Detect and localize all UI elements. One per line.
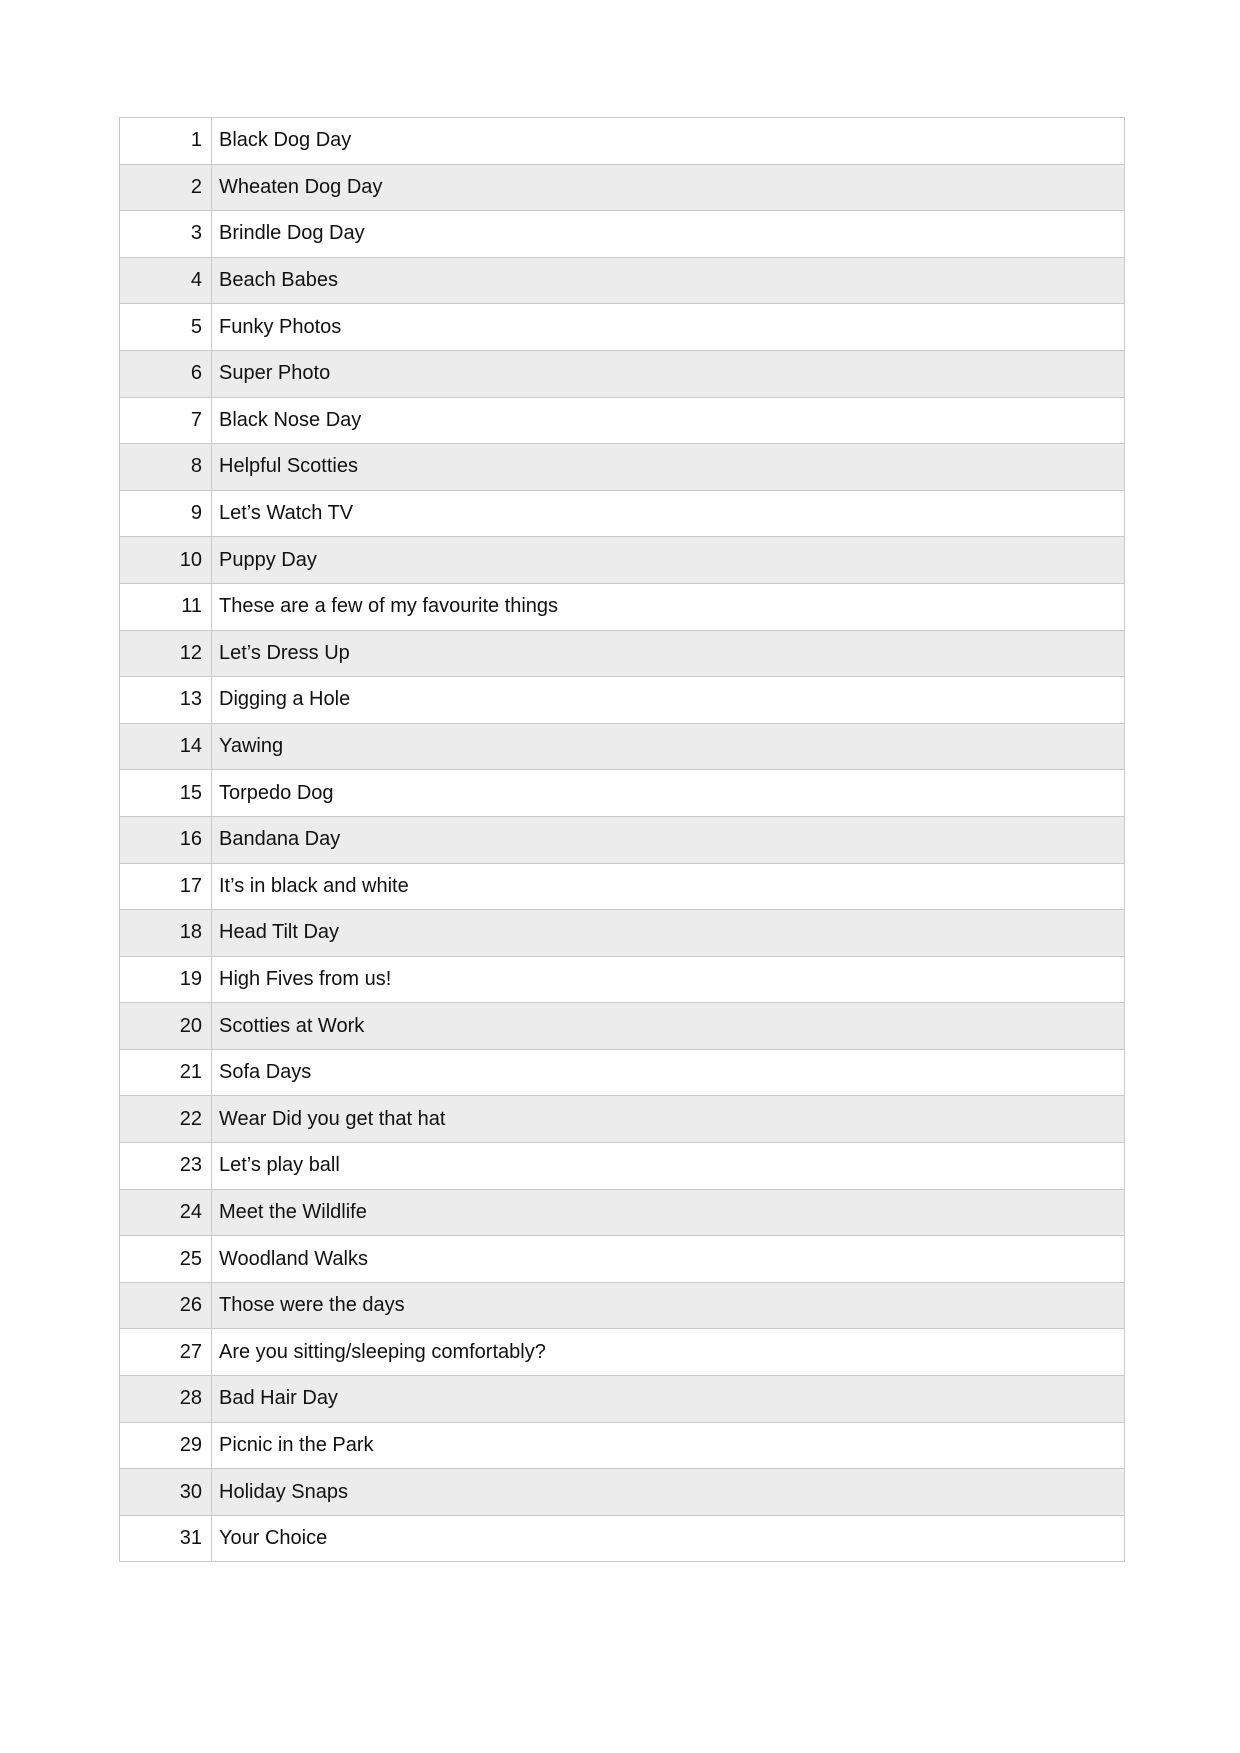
table-row <box>120 724 1124 771</box>
row-number: 5 <box>120 304 212 350</box>
row-title: Are you sitting/sleeping comfortably? <box>219 1340 546 1363</box>
row-number: 24 <box>120 1190 212 1236</box>
row-title: Yawing <box>219 735 284 758</box>
row-number: 27 <box>120 1329 212 1375</box>
row-title: Funky Photos <box>219 315 342 338</box>
row-title: Black Dog Day <box>219 129 352 152</box>
table-row <box>120 631 1124 678</box>
row-number: 25 <box>120 1236 212 1282</box>
row-title: Picnic in the Park <box>219 1433 374 1456</box>
row-title: High Fives from us! <box>219 967 392 990</box>
row-title: Brindle Dog Day <box>219 222 365 245</box>
row-number: 14 <box>120 724 212 770</box>
row-title: Woodland Walks <box>219 1247 368 1270</box>
row-title: Meet the Wildlife <box>219 1200 367 1223</box>
table-row <box>120 1096 1124 1143</box>
row-title: Your Choice <box>219 1527 328 1550</box>
table-row <box>120 1190 1124 1237</box>
row-number: 2 <box>120 165 212 211</box>
table-row <box>120 1516 1124 1563</box>
row-title: Those were the days <box>219 1294 405 1317</box>
row-number: 19 <box>120 957 212 1003</box>
row-number: 7 <box>120 398 212 444</box>
table-row <box>120 1050 1124 1097</box>
row-number: 16 <box>120 817 212 863</box>
row-number: 8 <box>120 444 212 490</box>
table-row <box>120 910 1124 957</box>
row-title: Bandana Day <box>219 828 341 851</box>
row-number: 18 <box>120 910 212 956</box>
table-row <box>120 1283 1124 1330</box>
row-number: 10 <box>120 537 212 583</box>
row-title: Let’s Dress Up <box>219 641 350 664</box>
row-title: Helpful Scotties <box>219 455 358 478</box>
table-row <box>120 584 1124 631</box>
row-number: 9 <box>120 491 212 537</box>
row-number: 21 <box>120 1050 212 1096</box>
row-title: Scotties at Work <box>219 1014 365 1037</box>
table-row <box>120 1423 1124 1470</box>
row-number: 29 <box>120 1423 212 1469</box>
table-row <box>120 1329 1124 1376</box>
row-number: 12 <box>120 631 212 677</box>
table-row <box>120 444 1124 491</box>
table-row <box>120 957 1124 1004</box>
table-row <box>120 351 1124 398</box>
row-number: 15 <box>120 770 212 816</box>
row-title: Black Nose Day <box>219 408 362 431</box>
row-number: 31 <box>120 1516 212 1562</box>
row-number: 3 <box>120 211 212 257</box>
table-row <box>120 770 1124 817</box>
table-row <box>120 1376 1124 1423</box>
table-row <box>120 211 1124 258</box>
row-number: 30 <box>120 1469 212 1515</box>
row-title: Beach Babes <box>219 269 338 292</box>
row-number: 1 <box>120 118 212 164</box>
table-row <box>120 165 1124 212</box>
row-title: These are a few of my favourite things <box>219 595 559 618</box>
row-number: 17 <box>120 864 212 910</box>
table-row <box>120 677 1124 724</box>
table-row <box>120 118 1124 165</box>
row-title: Wear Did you get that hat <box>219 1107 446 1130</box>
table-row <box>120 864 1124 911</box>
day-list-table <box>119 117 1125 1562</box>
row-number: 22 <box>120 1096 212 1142</box>
row-title: Puppy Day <box>219 548 317 571</box>
row-number: 4 <box>120 258 212 304</box>
table-row <box>120 258 1124 305</box>
row-number: 6 <box>120 351 212 397</box>
row-title: Let’s Watch TV <box>219 502 354 525</box>
row-title: Sofa Days <box>219 1061 312 1084</box>
row-title: It’s in black and white <box>219 874 409 897</box>
row-number: 23 <box>120 1143 212 1189</box>
row-title: Bad Hair Day <box>219 1387 338 1410</box>
row-title: Super Photo <box>219 362 331 385</box>
table-row <box>120 304 1124 351</box>
table-row <box>120 1003 1124 1050</box>
row-title: Digging a Hole <box>219 688 351 711</box>
row-number: 11 <box>120 584 212 630</box>
table-row <box>120 537 1124 584</box>
row-number: 20 <box>120 1003 212 1049</box>
table-row <box>120 1143 1124 1190</box>
table-row <box>120 398 1124 445</box>
table-row <box>120 491 1124 538</box>
row-title: Let’s play ball <box>219 1154 340 1177</box>
row-title: Wheaten Dog Day <box>219 175 383 198</box>
row-number: 26 <box>120 1283 212 1329</box>
row-number: 13 <box>120 677 212 723</box>
table-row <box>120 1469 1124 1516</box>
row-number: 28 <box>120 1376 212 1422</box>
row-title: Torpedo Dog <box>219 781 334 804</box>
table-row <box>120 1236 1124 1283</box>
row-title: Holiday Snaps <box>219 1480 348 1503</box>
row-title: Head Tilt Day <box>219 921 340 944</box>
table-row <box>120 817 1124 864</box>
